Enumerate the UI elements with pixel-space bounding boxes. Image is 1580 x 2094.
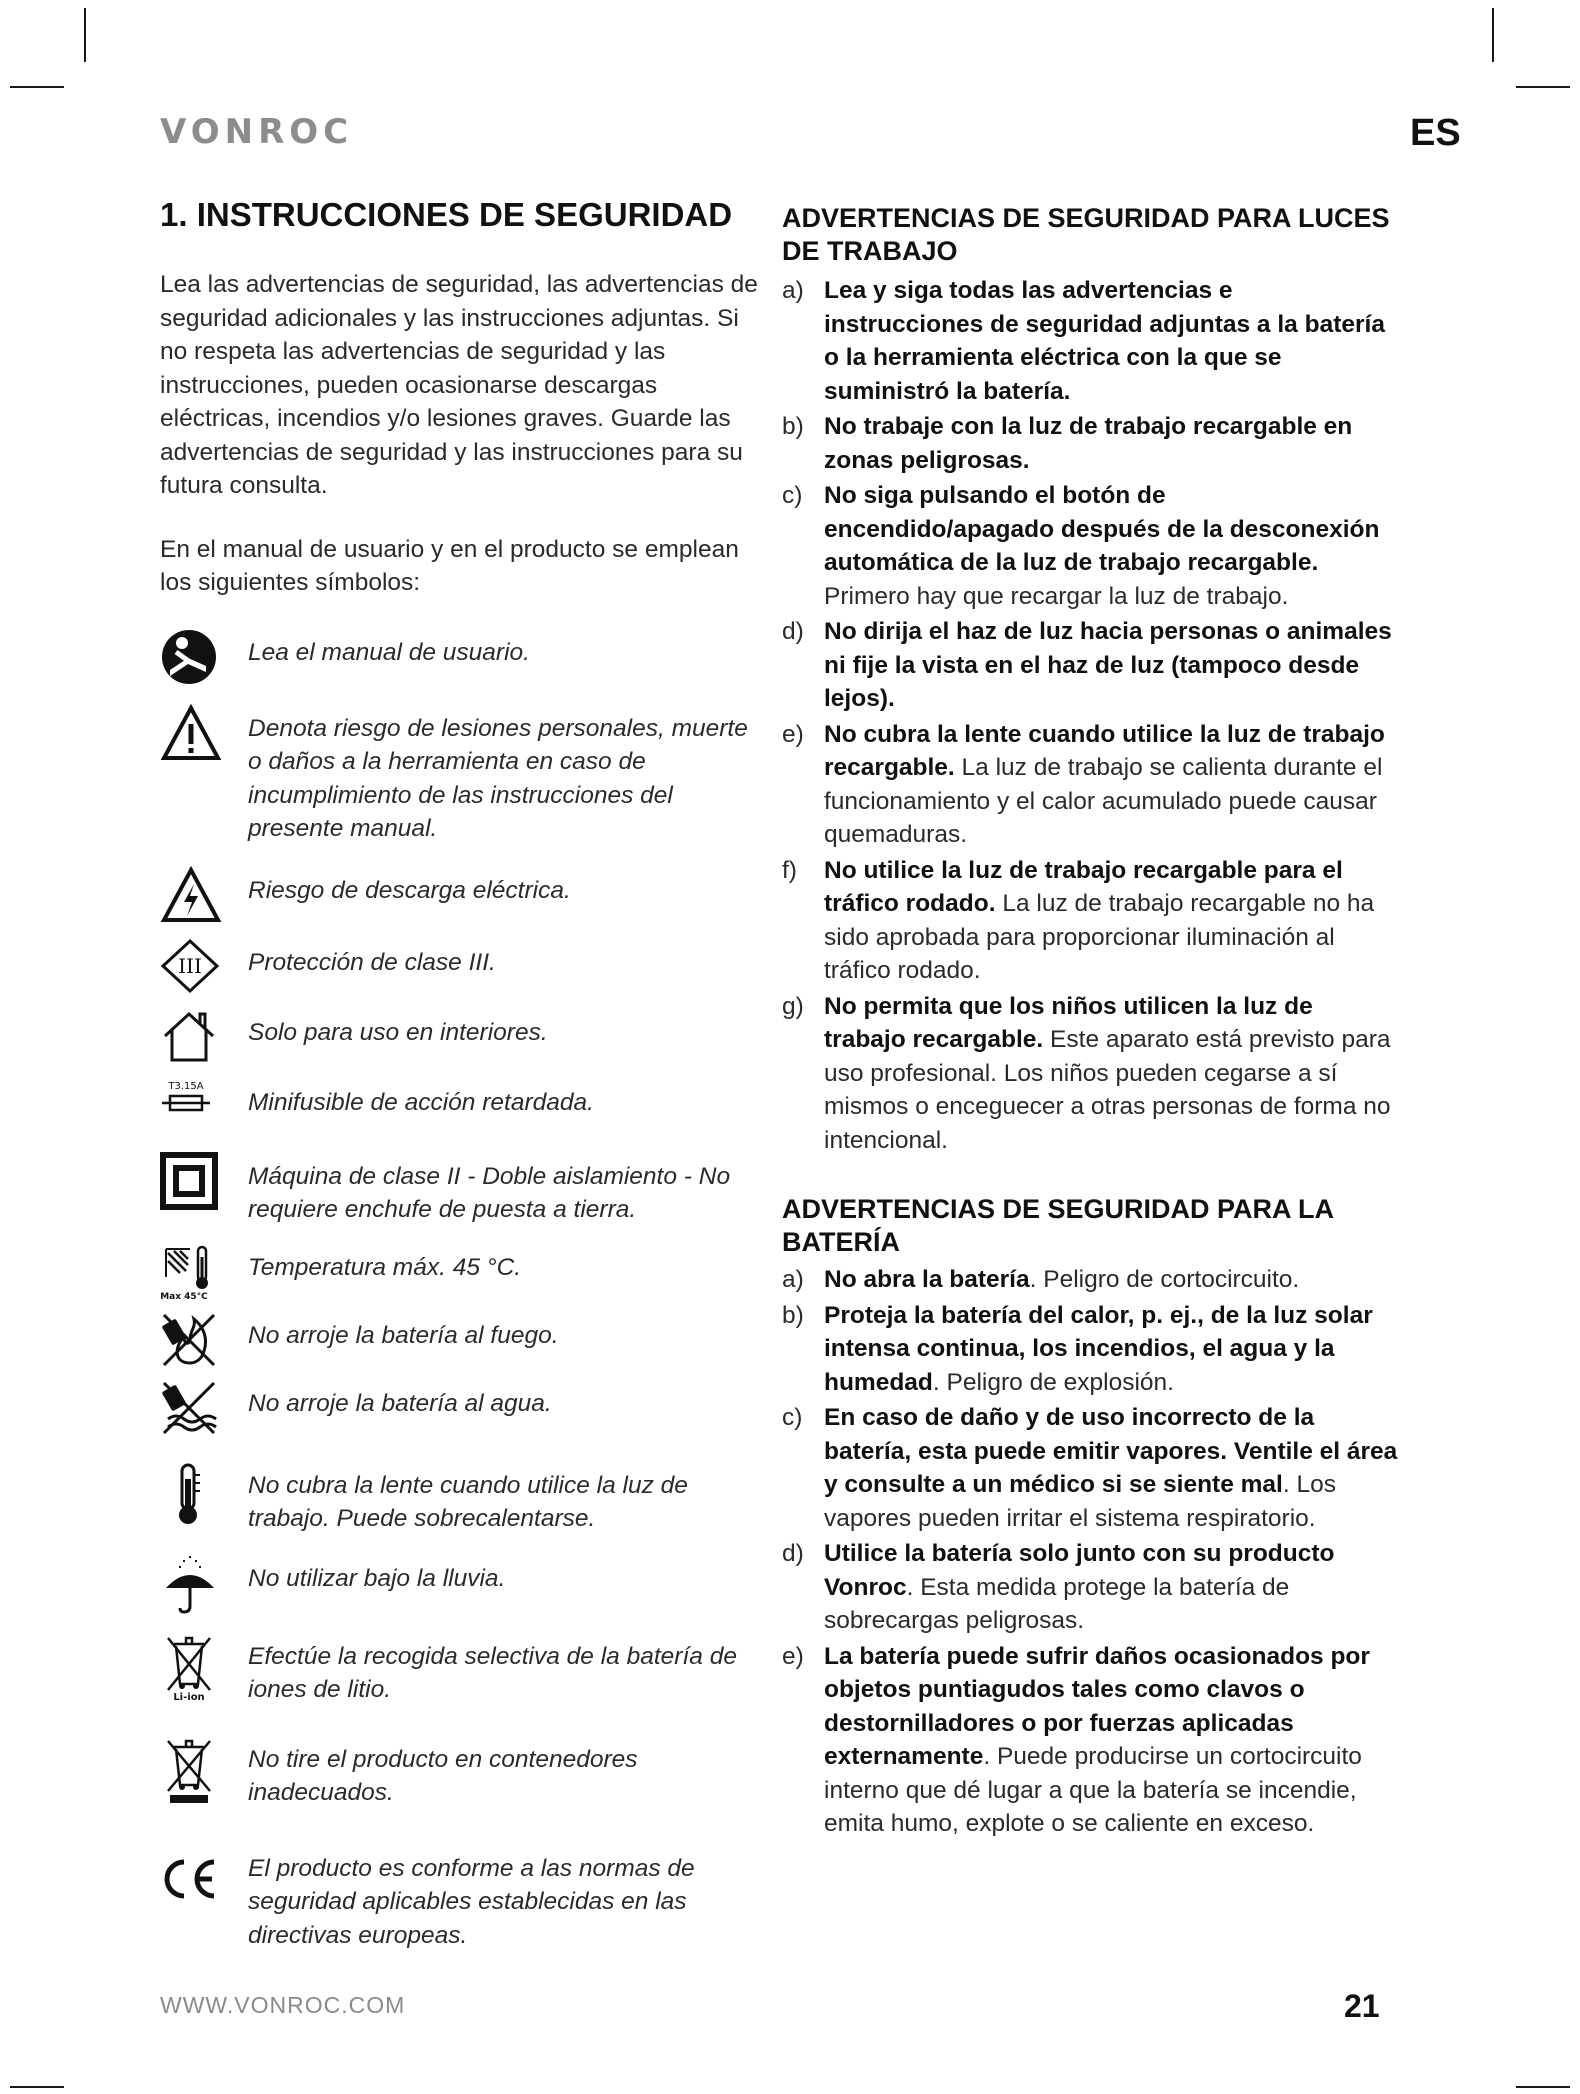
item-body — [824, 990, 1398, 1158]
item-bold-text: No cubra la lente cuando utilice la luz de trabajo recargable. — [824, 720, 1385, 781]
item-body — [824, 479, 1398, 613]
electric-shock-icon — [160, 866, 248, 924]
symbol-row — [160, 866, 760, 924]
item-bold-text: Utilice la batería solo junto con su producto Vonroc — [824, 1540, 1335, 1601]
brand-logo: VONROC — [160, 112, 354, 152]
symbol-row — [160, 938, 760, 994]
item-marker: g) — [782, 992, 804, 1020]
item-body — [824, 1299, 1398, 1400]
warning-item — [782, 1299, 1398, 1400]
symbol-text: Protección de clase III. — [248, 948, 496, 976]
symbol-text: Temperatura máx. 45 °C. — [248, 1253, 522, 1281]
item-body — [824, 615, 1398, 716]
fuse-label: T3.15A — [168, 1080, 204, 1092]
item-bold-text: En caso de daño y de uso incorrecto de la batería, esta puede emitir vapores. Ventile el área y consulte a un médico si se siente mal — [824, 1404, 1398, 1498]
symbol-row — [160, 704, 760, 846]
symbol-text: No arroje la batería al agua. — [248, 1389, 552, 1417]
warning-item — [782, 1263, 1398, 1297]
item-bold-text: No trabaje con la luz de trabajo recargable en zonas peligrosas. — [824, 413, 1353, 474]
symbol-text: No arroje la batería al fuego. — [248, 1321, 559, 1349]
crop-mark — [1516, 2086, 1570, 2088]
warning-item — [782, 615, 1398, 716]
item-marker: a) — [782, 277, 804, 304]
temperature-label: Max 45°C — [160, 1291, 208, 1301]
item-rest-text: . Los vapores pueden irritar el sistema respiratorio. — [824, 1471, 1336, 1532]
item-body — [824, 1537, 1398, 1638]
intro-paragraph: Lea las advertencias de seguridad, las advertencias de seguridad adicionales y las instrucciones adjuntas. Si no respeta las advertencias de seguridad y las instrucciones, pueden ocasionarse descargas eléctricas, incendios y/o lesiones graves. Guarde las advertencias de seguridad y las instrucciones para su futura consulta. — [160, 271, 758, 499]
crop-mark — [84, 8, 86, 62]
warning-list — [782, 1263, 1398, 1841]
weee-bin-icon — [160, 1735, 248, 1805]
symbol-row — [160, 1461, 760, 1536]
item-rest-text: Primero hay que recargar la luz de trabajo. — [824, 582, 1289, 610]
item-rest-text: . Esta medida protege la batería de sobrecargas peligrosas. — [824, 1573, 1290, 1634]
symbol-text: Solo para uso en interiores. — [248, 1018, 548, 1046]
symbol-row — [160, 1735, 760, 1810]
symbol-text: Denota riesgo de lesiones personales, muerte o daños a la herramienta en caso de incumplimiento de las instrucciones del presente manual. — [248, 714, 748, 842]
item-rest-text: . Peligro de cortocircuito. — [1029, 1266, 1300, 1293]
item-marker: d) — [782, 618, 804, 645]
max-temperature-icon — [160, 1243, 248, 1301]
item-body — [824, 410, 1398, 477]
symbol-row — [160, 628, 760, 686]
warning-item — [782, 990, 1398, 1158]
warning-item — [782, 718, 1398, 852]
item-bold-text: Proteja la batería del calor, p. ej., de la luz solar intensa continua, los incendios, el agua y la humedad — [824, 1301, 1373, 1396]
item-rest-text: . Puede producirse un cortocircuito interno que dé lugar a que la batería se incendie, emita humo, explote o se caliente en exceso. — [824, 1743, 1362, 1837]
class-ii-icon — [160, 1152, 248, 1210]
symbol-text: Máquina de clase II - Doble aislamiento - No requiere enchufe de puesta a tierra. — [248, 1162, 731, 1223]
warning-item — [782, 274, 1398, 408]
read-manual-icon — [160, 628, 248, 686]
fuse-icon — [160, 1078, 248, 1122]
worklight-warnings-section — [782, 202, 1398, 1157]
symbol-row — [160, 1379, 760, 1437]
language-code: ES — [1410, 112, 1461, 154]
section-heading: ADVERTENCIAS DE SEGURIDAD PARA LUCES DE TRABAJO — [782, 203, 1390, 266]
item-body — [824, 1401, 1398, 1535]
symbol-text: Minifusible de acción retardada. — [248, 1088, 594, 1116]
item-bold-text: No siga pulsando el botón de encendido/apagado después de la desconexión automática de la luz de trabajo recargable. — [824, 482, 1380, 576]
symbol-row — [160, 1152, 760, 1227]
warning-icon — [160, 704, 248, 762]
item-marker: e) — [782, 1642, 804, 1670]
item-marker: a) — [782, 1266, 804, 1293]
item-marker: f) — [782, 856, 797, 884]
item-marker: e) — [782, 720, 804, 748]
item-rest-text: La luz de trabajo recargable no ha sido aprobada para proporcionar iluminación al tráfico rodado. — [824, 890, 1375, 984]
symbols-intro: En el manual de usuario y en el producto se emplean los siguientes símbolos: — [160, 535, 739, 596]
class-iii-icon — [160, 938, 248, 994]
item-marker: b) — [782, 413, 804, 440]
symbol-row — [160, 1844, 760, 1953]
no-fire-icon — [160, 1311, 248, 1369]
symbol-text: Riesgo de descarga eléctrica. — [248, 876, 571, 904]
warning-list — [782, 274, 1398, 1157]
item-body — [824, 1263, 1398, 1297]
warning-item — [782, 479, 1398, 613]
page-number: 21 — [1344, 1988, 1380, 2024]
item-bold-text: Lea y siga todas las advertencias e instrucciones de seguridad adjuntas a la batería o la herramienta eléctrica con la que se suministró la batería. — [824, 277, 1385, 405]
battery-warnings-section — [782, 1193, 1398, 1841]
crop-mark — [1492, 8, 1494, 62]
item-bold-text: No utilice la luz de trabajo recargable para el tráfico rodado. — [824, 856, 1343, 917]
no-rain-icon — [160, 1554, 248, 1616]
symbol-text: Efectúe la recogida selectiva de la batería de iones de litio. — [248, 1642, 737, 1703]
symbol-row — [160, 1311, 760, 1369]
item-bold-text: No dirija el haz de luz hacia personas o animales ni fije la vista en el haz de luz (tampoco desde lejos). — [824, 618, 1392, 712]
symbol-text: El producto es conforme a las normas de seguridad aplicables establecidas en las directivas europeas. — [248, 1854, 695, 1949]
symbol-list — [160, 628, 760, 1953]
item-bold-text: La batería puede sufrir daños ocasionados por objetos puntiagudos tales como clavos o destornilladores o por fuerzas aplicadas externamente — [824, 1642, 1370, 1770]
item-marker: c) — [782, 482, 803, 509]
symbol-row — [160, 1243, 760, 1301]
battery-label: Li-ion — [173, 1691, 205, 1702]
symbol-text: No tire el producto en contenedores inadecuados. — [248, 1745, 638, 1806]
symbol-row — [160, 1008, 760, 1064]
crop-mark — [1516, 86, 1570, 88]
section-heading: ADVERTENCIAS DE SEGURIDAD PARA LA BATERÍA — [782, 1194, 1334, 1257]
section-title: 1. INSTRUCCIONES DE SEGURIDAD — [160, 196, 733, 233]
warning-item — [782, 1537, 1398, 1638]
symbol-text: Lea el manual de usuario. — [248, 638, 530, 666]
warning-item — [782, 854, 1398, 988]
item-body — [824, 718, 1398, 852]
left-column — [160, 194, 760, 1952]
item-bold-text: No permita que los niños utilicen la luz de trabajo recargable. — [824, 992, 1313, 1053]
thermometer-icon — [160, 1461, 248, 1527]
footer-url: WWW.VONROC.COM — [160, 1992, 406, 2018]
item-body — [824, 1640, 1398, 1841]
symbol-row — [160, 1554, 760, 1616]
indoor-use-icon — [160, 1008, 248, 1064]
item-rest-text: . Peligro de explosión. — [932, 1368, 1174, 1396]
item-bold-text: No abra la batería — [824, 1266, 1030, 1293]
item-body — [824, 274, 1398, 408]
symbol-row — [160, 1078, 760, 1122]
right-column — [782, 202, 1398, 1843]
ce-mark-icon — [160, 1844, 248, 1902]
warning-item — [782, 410, 1398, 477]
symbol-text: No cubra la lente cuando utilice la luz de trabajo. Puede sobrecalentarse. — [248, 1471, 688, 1532]
no-water-icon — [160, 1379, 248, 1437]
crop-mark — [10, 86, 64, 88]
item-marker: b) — [782, 1301, 804, 1329]
item-marker: d) — [782, 1540, 804, 1567]
svg-text:III: III — [178, 953, 202, 978]
warning-item — [782, 1640, 1398, 1841]
warning-item — [782, 1401, 1398, 1535]
item-body — [824, 854, 1398, 988]
symbol-text: No utilizar bajo la lluvia. — [248, 1564, 506, 1592]
item-marker: c) — [782, 1404, 803, 1431]
li-ion-recycle-icon — [160, 1632, 248, 1702]
item-rest-text: La luz de trabajo se calienta durante el funcionamiento y el calor acumulado puede causar quemaduras. — [824, 754, 1383, 848]
symbol-row — [160, 1632, 760, 1707]
item-rest-text: Este aparato está previsto para uso profesional. Los niños pueden cegarse a sí mismos o enceguecer a otras personas de forma no intencional. — [824, 1026, 1391, 1154]
crop-mark — [10, 2086, 64, 2088]
